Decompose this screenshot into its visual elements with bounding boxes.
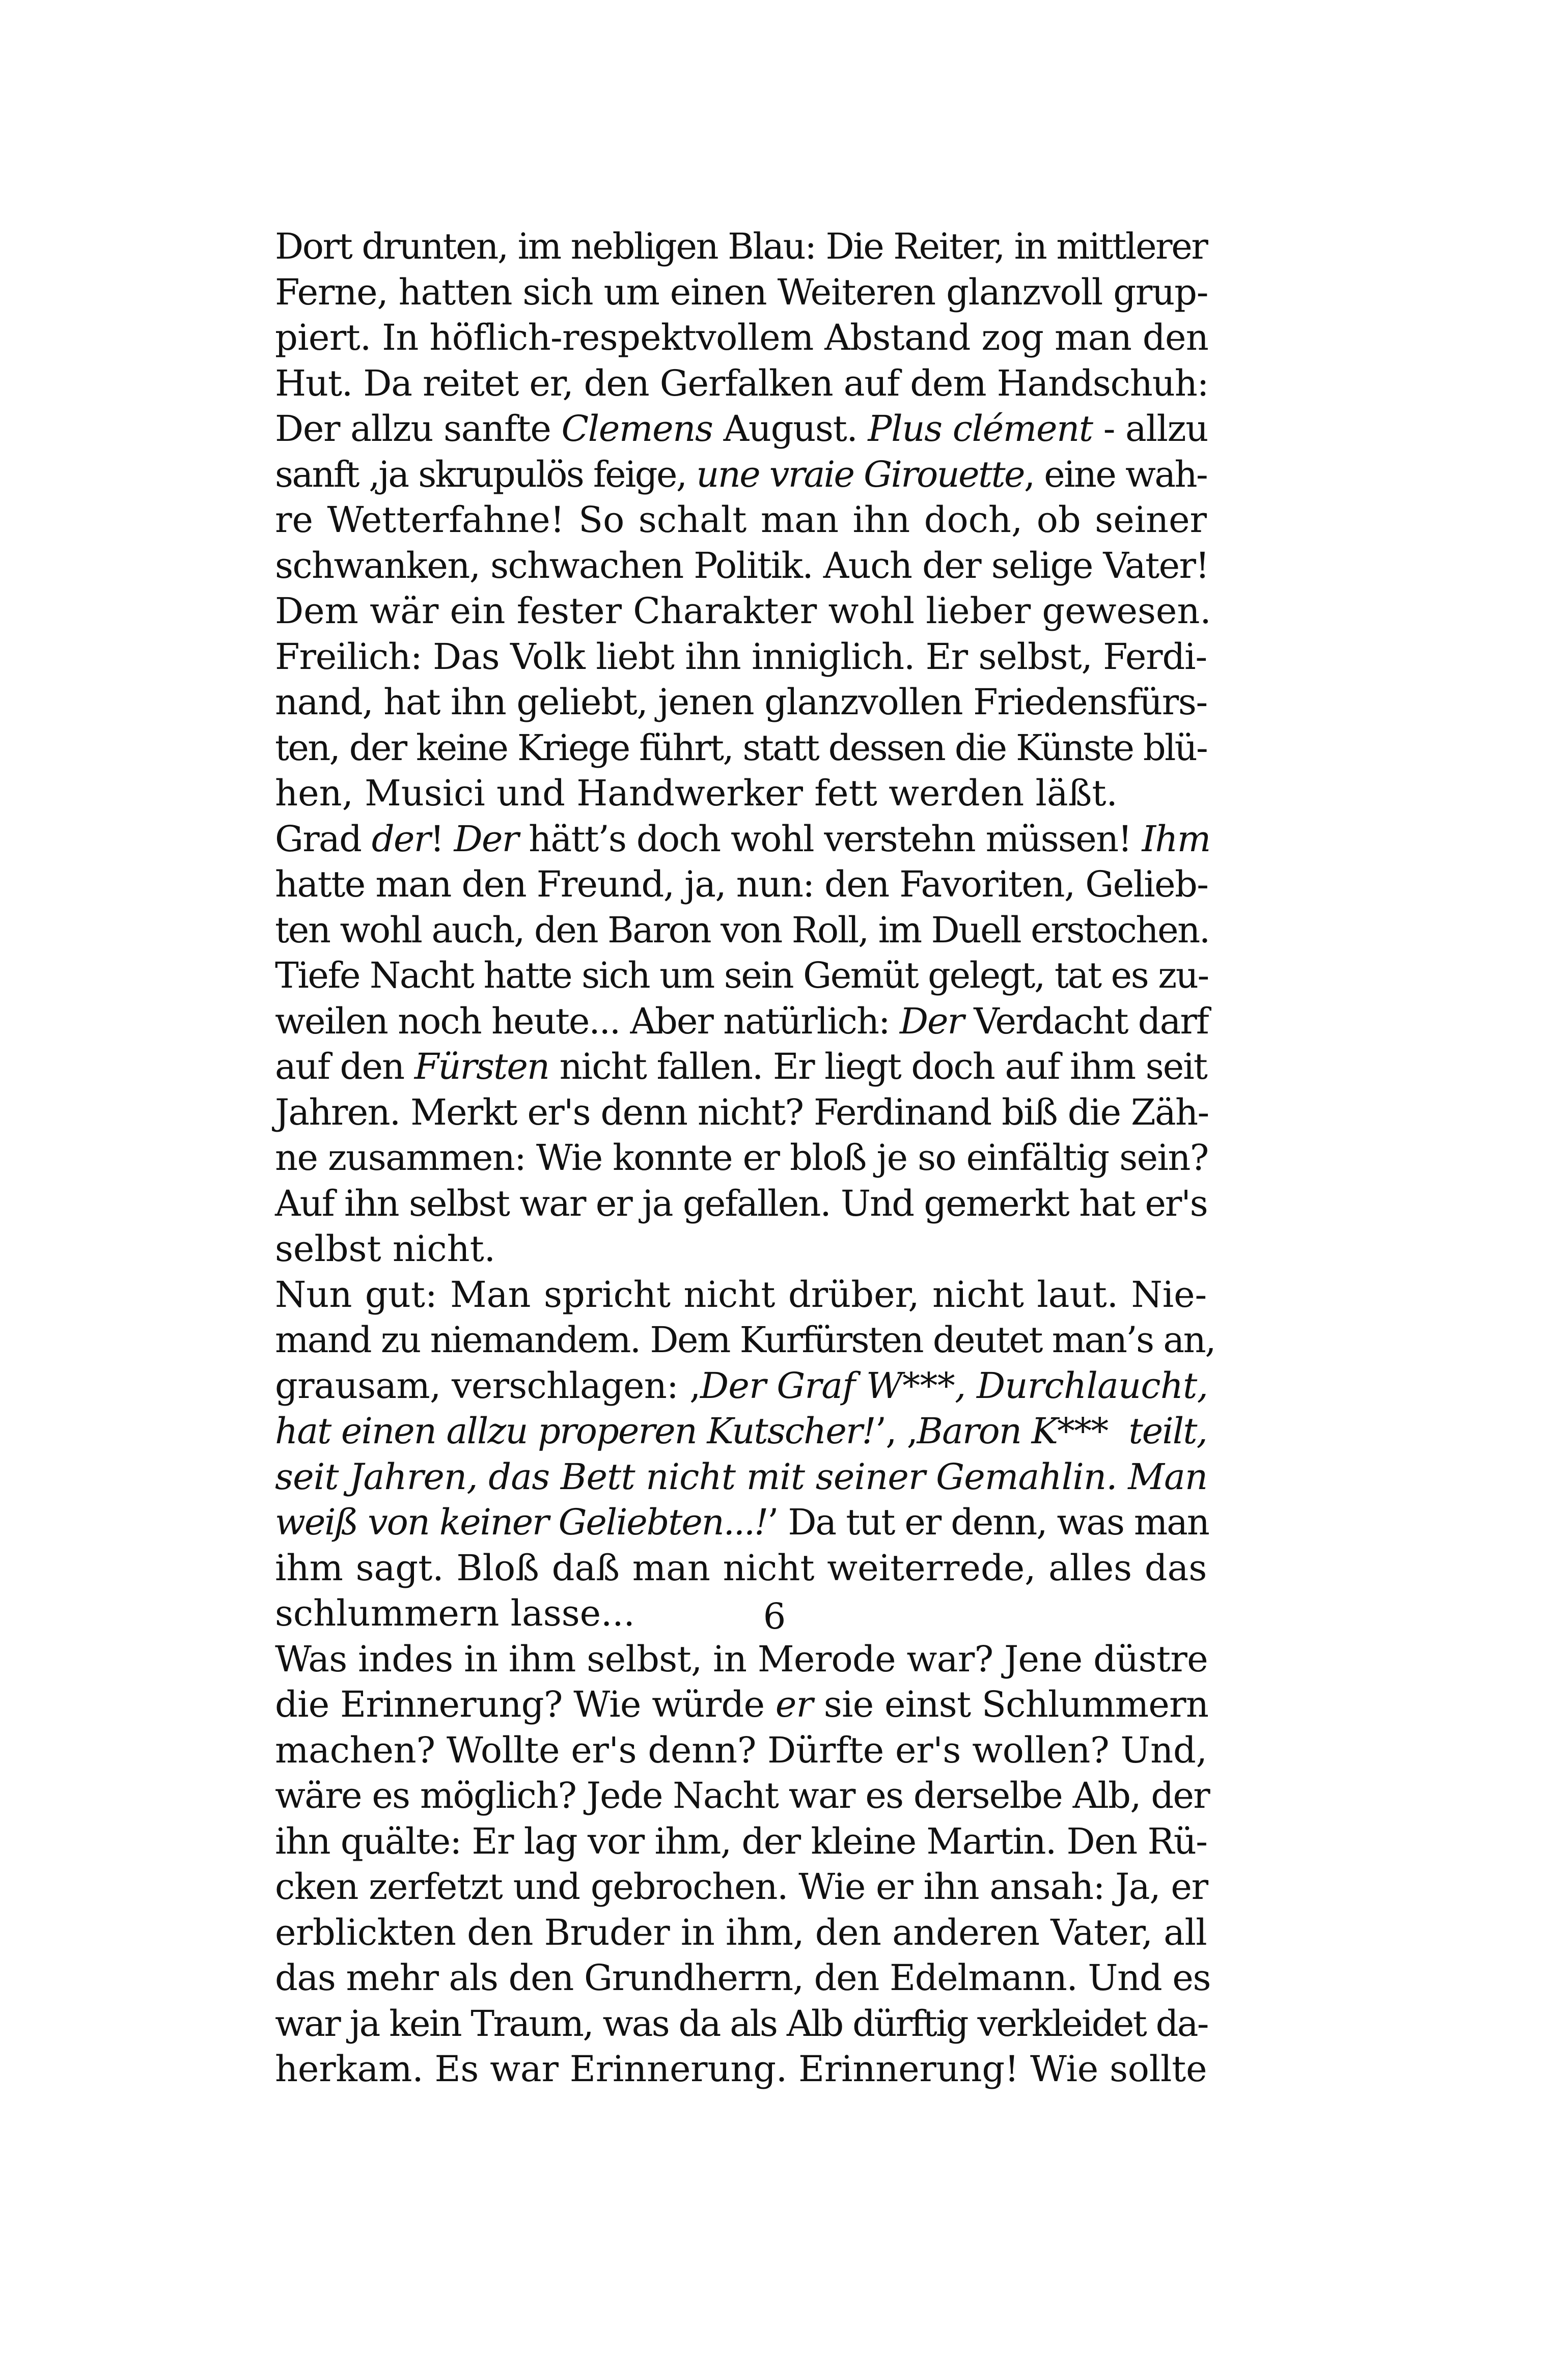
text-line — [275, 1546, 1207, 1591]
text-run: selbst nicht. — [275, 1228, 495, 1270]
text-line — [275, 1226, 1207, 1272]
text-run: wäre es möglich? Jede Nacht war es derselbe Alb, der — [275, 1775, 1209, 1816]
text-run: auf den — [275, 1046, 414, 1087]
text-run: - allzu — [1092, 408, 1208, 450]
text-line — [275, 634, 1207, 680]
text-run: sanft ‚ja skrupulös feige, — [275, 453, 697, 495]
text-run: Dem wär ein fester Charakter wohl lieber gewesen. — [275, 590, 1211, 632]
text-line — [275, 1682, 1207, 1728]
text-line — [275, 1181, 1207, 1227]
text-run: ihn quälte: Er lag vor ihm, der kleine Martin. Den Rü- — [275, 1820, 1207, 1862]
text-run: Nun gut: Man spricht nicht drüber, nicht laut. Nie- — [275, 1273, 1207, 1315]
text-run: , eine wah- — [1024, 453, 1207, 495]
text-run: Tiefe Nacht hatte sich um sein Gemüt gelegt, tat es zu- — [275, 955, 1208, 996]
text-line — [275, 315, 1207, 361]
text-run: nand, hat ihn geliebt, jenen glanzvollen Friedensfürs- — [275, 681, 1207, 723]
text-run: Hut. Da reitet er, den Gerfalken auf dem Handschuh: — [275, 362, 1209, 404]
text-line — [275, 1910, 1207, 1956]
italic-text: Der — [899, 1000, 963, 1042]
text-line — [275, 497, 1207, 543]
text-run: ten, der keine Kriege führt, statt dessen die Künste blü- — [275, 726, 1207, 769]
text-run: schwanken, schwachen Politik. Auch der selige Vater! — [275, 544, 1209, 586]
text-run: ’ Da tut er denn, was man — [767, 1501, 1209, 1543]
italic-text: une vraie Girouette — [696, 453, 1024, 495]
text-line — [275, 2001, 1207, 2047]
text-line — [275, 1363, 1207, 1409]
text-line — [275, 1728, 1207, 1774]
paragraph — [275, 634, 1207, 817]
text-run: war ja kein Traum, was da als Alb dürftig verkleidet da- — [275, 2002, 1208, 2045]
text-run: Grad — [275, 818, 372, 860]
text-line — [275, 543, 1207, 589]
text-run: schlummern lasse... — [275, 1592, 635, 1634]
italic-text: Clemens — [561, 408, 713, 450]
text-line — [275, 953, 1207, 999]
italic-text: er — [775, 1684, 813, 1725]
text-line — [275, 2047, 1207, 2092]
paragraph — [275, 1272, 1215, 1637]
text-line — [275, 725, 1207, 771]
text-line — [275, 999, 1207, 1045]
text-line — [275, 817, 1210, 862]
text-line — [275, 1773, 1207, 1819]
text-run: das mehr als den Grundherrn, den Edelmann. Und es — [275, 1957, 1211, 1999]
text-line — [275, 1272, 1207, 1318]
text-run: Dort drunten, im nebligen Blau: Die Reiter, in mittlerer — [275, 226, 1207, 267]
italic-text: weiß von keiner Geliebten...! — [275, 1501, 768, 1543]
italic-text: Fürsten — [414, 1046, 549, 1087]
text-run: Der allzu sanfte — [275, 408, 562, 450]
text-line — [275, 1044, 1207, 1090]
page-number: 6 — [763, 1595, 786, 1637]
text-line — [275, 270, 1207, 316]
text-run: August. — [712, 408, 868, 450]
paragraph — [275, 224, 1211, 634]
italic-text: Ihm — [1142, 818, 1210, 860]
paragraph — [275, 817, 1210, 1272]
text-line — [275, 680, 1207, 725]
text-line — [275, 1135, 1207, 1181]
text-line — [275, 589, 1211, 634]
text-line — [275, 1864, 1207, 1910]
text-run: mand zu niemandem. Dem Kurfürsten deutet man’s an, — [275, 1319, 1215, 1361]
text-line — [275, 1955, 1211, 2001]
text-run: sie einst Schlummern — [813, 1684, 1209, 1725]
text-run: machen? Wollte er's denn? Dürfte er's wollen? Und, — [275, 1729, 1207, 1771]
italic-text: der — [371, 818, 430, 860]
italic-text: seit Jahren, das Bett nicht mit seiner Gemahlin. Man — [275, 1455, 1208, 1498]
text-run: cken zerfetzt und gebrochen. Wie er ihn ansah: Ja, er — [275, 1866, 1208, 1908]
text-line — [275, 862, 1207, 908]
text-line — [275, 1090, 1207, 1136]
text-run: ’, ‚ — [875, 1410, 917, 1452]
text-line — [275, 1318, 1215, 1363]
text-run: grausam, verschlagen: ‚ — [275, 1364, 700, 1407]
text-run: ne zusammen: Wie konnte er bloß je so einfältig sein? — [275, 1137, 1208, 1179]
text-run: Jahren. Merkt er's denn nicht? Ferdinand biß die Zäh- — [275, 1091, 1209, 1133]
text-run: herkam. Es war Erinnerung. Erinnerung! Wie sollte — [275, 2048, 1207, 2090]
text-run: ! — [430, 818, 454, 860]
italic-text: Plus clément — [868, 408, 1093, 450]
text-line — [275, 908, 1207, 954]
italic-text: hat einen allzu properen Kutscher! — [275, 1410, 875, 1452]
text-run: hätt’s doch wohl verstehn müssen! — [518, 818, 1142, 860]
text-line — [275, 1409, 1207, 1454]
text-run: Auf ihn selbst war er ja gefallen. Und gemerkt hat er's — [275, 1182, 1207, 1224]
text-run: hatte man den Freund, ja, nun: den Favoriten, Gelieb- — [275, 863, 1208, 905]
text-line — [275, 406, 1207, 452]
text-line — [275, 1454, 1207, 1500]
text-line — [275, 771, 1207, 817]
text-run: nicht fallen. Er liegt doch auf ihm seit — [549, 1046, 1207, 1087]
text-run: Was indes in ihm selbst, in Merode war? Jene düstre — [275, 1638, 1208, 1680]
paragraph — [275, 1637, 1211, 2092]
text-line — [275, 224, 1207, 270]
text-run: Verdacht darf — [963, 1000, 1208, 1042]
text-run: weilen noch heute... Aber natürlich: — [275, 1000, 900, 1042]
text-run: Ferne, hatten sich um einen Weiteren glanzvoll grup- — [275, 271, 1208, 313]
text-line — [275, 1637, 1207, 1683]
text-run: die Erinnerung? Wie würde — [275, 1684, 776, 1725]
text-run: hen, Musici und Handwerker fett werden läßt. — [275, 772, 1118, 814]
text-line — [275, 1819, 1207, 1865]
text-run: Freilich: Das Volk liebt ihn inniglich. Er selbst, Ferdi- — [275, 635, 1207, 678]
text-run: piert. In höflich-respektvollem Abstand zog man den — [275, 317, 1209, 358]
text-line — [275, 361, 1207, 407]
italic-text: Der Graf W***, Durchlaucht, — [700, 1364, 1208, 1407]
text-line — [275, 452, 1207, 498]
italic-text: Baron K*** teilt, — [917, 1410, 1207, 1452]
text-run: erblickten den Bruder in ihm, den anderen Vater, all — [275, 1911, 1207, 1953]
text-run: re Wetterfahne! So schalt man ihn doch, ob seiner — [275, 499, 1207, 541]
text-line — [275, 1500, 1207, 1546]
text-run: ten wohl auch, den Baron von Roll, im Duell erstochen. — [275, 909, 1209, 951]
italic-text: Der — [454, 818, 518, 860]
text-run: ihm sagt. Bloß daß man nicht weiterrede, alles das — [275, 1547, 1207, 1589]
body-text — [275, 224, 1215, 2092]
